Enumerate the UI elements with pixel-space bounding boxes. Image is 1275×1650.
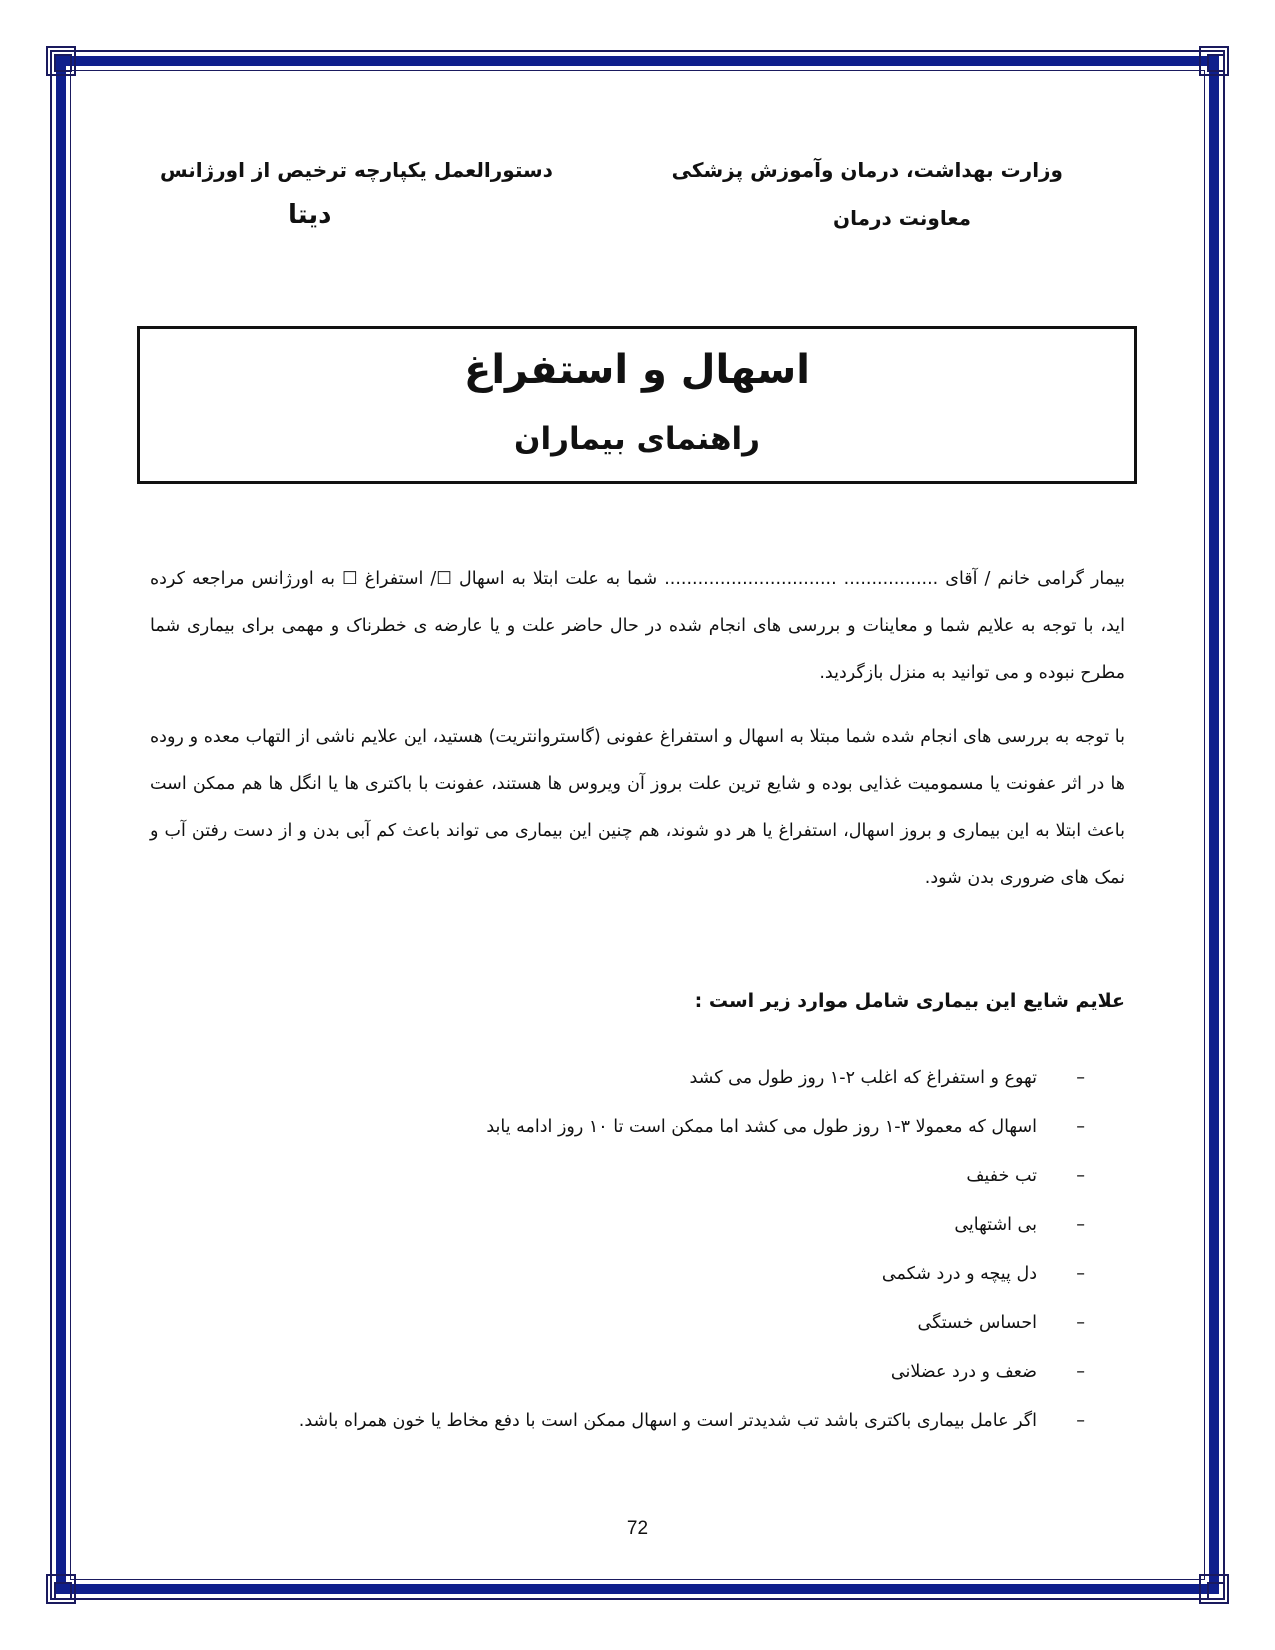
list-dash: – bbox=[1076, 1411, 1085, 1431]
list-dash: – bbox=[1076, 1166, 1085, 1186]
list-item bbox=[185, 1054, 1085, 1103]
corner-ornament-top-left bbox=[46, 46, 76, 76]
list-item-text: اسهال که معمولا ۳-۱ روز طول می کشد اما ممکن است تا ۱۰ روز ادامه یابد bbox=[486, 1117, 1037, 1137]
list-item-text: ضعف و درد عضلانی bbox=[890, 1362, 1037, 1382]
list-item-text: بی اشتهایی bbox=[954, 1215, 1037, 1235]
list-dash: – bbox=[1076, 1313, 1085, 1333]
list-dash: – bbox=[1076, 1215, 1085, 1235]
list-dash: – bbox=[1076, 1117, 1085, 1137]
title-box bbox=[137, 326, 1137, 484]
project-name: دیتا bbox=[288, 200, 332, 230]
corner-ornament-top-right bbox=[1199, 46, 1229, 76]
list-item-text: دل پیچه و درد شکمی bbox=[881, 1264, 1037, 1284]
list-item-text: تهوع و استفراغ که اغلب ۲-۱ روز طول می کشد bbox=[689, 1068, 1037, 1088]
symptoms-heading: علایم شایع این بیماری شامل موارد زیر است : bbox=[694, 990, 1125, 1012]
list-item bbox=[185, 1250, 1085, 1299]
intro-paragraph: بیمار گرامی خانم / آقای ................. ............................... شما به علت ابتلا به اسهال ☐/ استفراغ ☐ به اورژانس مراجعه کرده اید، با توجه به علایم شما و معاینات و بررسی های انجام شده در حال حاضر علت و یا عارضه ی خطرناک و مهمی برای بیماری شما مطرح نبوده و می توانید به منزل بازگردید. bbox=[150, 569, 1125, 683]
list-item bbox=[185, 1299, 1085, 1348]
page-number: 72 bbox=[626, 1518, 649, 1539]
guideline-name: دستورالعمل یکپارچه ترخیص از اورژانس bbox=[160, 158, 553, 182]
list-item-text: احساس خستگی bbox=[917, 1313, 1037, 1333]
list-item-text: تب خفیف bbox=[966, 1166, 1037, 1186]
corner-ornament-bottom-left bbox=[46, 1574, 76, 1604]
list-item bbox=[185, 1397, 1085, 1446]
list-item bbox=[185, 1152, 1085, 1201]
list-item bbox=[185, 1103, 1085, 1152]
ministry-name: وزارت بهداشت، درمان وآموزش پزشکی bbox=[671, 158, 1063, 182]
deputy-name: معاونت درمان bbox=[833, 206, 971, 230]
list-dash: – bbox=[1076, 1362, 1085, 1382]
corner-ornament-bottom-right bbox=[1199, 1574, 1229, 1604]
list-item bbox=[185, 1348, 1085, 1397]
list-item bbox=[185, 1201, 1085, 1250]
page-subtitle: راهنمای بیماران bbox=[514, 421, 760, 457]
symptom-list bbox=[185, 1054, 1085, 1446]
list-item-text: اگر عامل بیماری باکتری باشد تب شدیدتر است و اسهال ممکن است با دفع مخاط یا خون همراه باشد. bbox=[298, 1411, 1037, 1431]
list-dash: – bbox=[1076, 1264, 1085, 1284]
diagnosis-paragraph: با توجه به بررسی های انجام شده شما مبتلا به اسهال و استفراغ عفونی (گاستروانتریت) هستید، این علایم ناشی از التهاب معده و روده ها در اثر عفونت یا مسمومیت غذایی بوده و شایع ترین علت بروز آن ویروس ها هستند، عفونت با باکتری ها یا انگل ها هم ممکن است باعث ابتلا به این بیماری و بروز اسهال، استفراغ یا هر دو شوند، هم چنین این بیماری می تواند باعث کم آبی بدن و از دست رفتن آب و نمک های ضروری بدن شود. bbox=[150, 727, 1125, 888]
page-title: اسهال و استفراغ bbox=[464, 347, 810, 393]
list-dash: – bbox=[1076, 1068, 1085, 1088]
